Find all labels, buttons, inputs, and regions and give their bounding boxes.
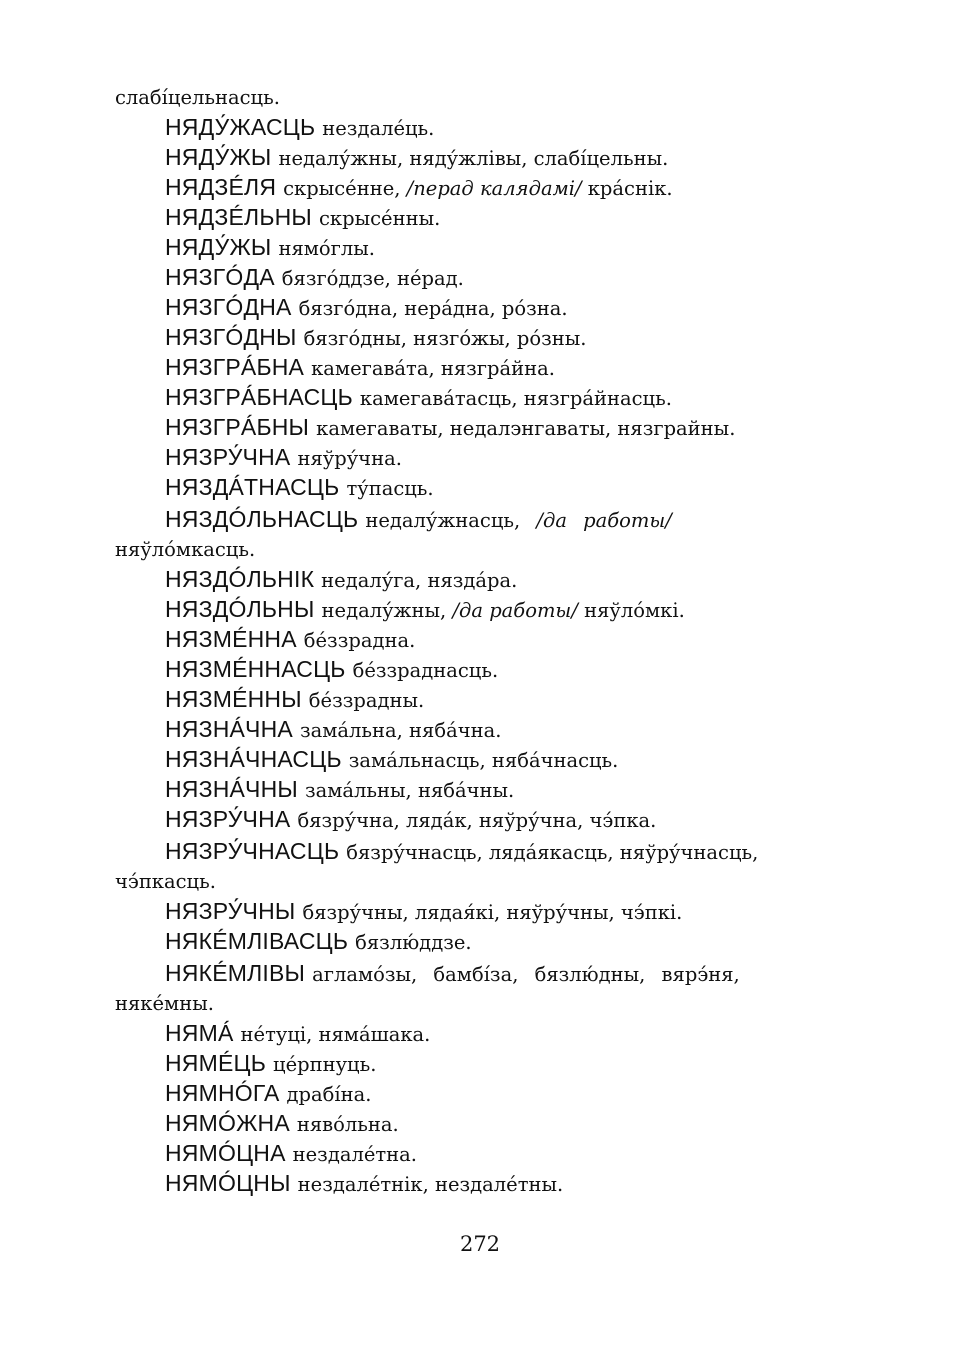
definition: камегавáта, нязгрáйна. xyxy=(311,357,555,380)
usage-note: /да работы/ xyxy=(536,509,672,532)
definition: нездалéтна. xyxy=(292,1143,417,1166)
definition: бязру́чна, лядáк, няўру́чна, чэ́пка. xyxy=(297,809,657,832)
headword: НЯЗНÁЧНЫ xyxy=(165,776,298,802)
dictionary-entry xyxy=(165,142,668,174)
dictionary-entry xyxy=(165,1108,399,1140)
dictionary-entry xyxy=(165,412,735,444)
dictionary-entry xyxy=(165,1078,371,1110)
headword: НЯЗГÓДНЫ xyxy=(165,324,297,350)
definition: драбíна. xyxy=(286,1083,372,1106)
headword: НЯМНÓГА xyxy=(165,1080,280,1106)
headword: НЯЗДÁТНАСЦЬ xyxy=(165,474,340,500)
dictionary-entry xyxy=(165,472,434,504)
headword: НЯМÁ xyxy=(165,1020,234,1046)
continuation-text: слабíцельнасць. xyxy=(115,86,280,109)
headword: НЯДУ́ЖЫ xyxy=(165,234,272,260)
dictionary-entry xyxy=(165,804,656,836)
dictionary-entry xyxy=(165,352,555,384)
definition: бязгóдна, нерáдна, рóзна. xyxy=(298,297,568,320)
headword: НЯМÓЖНА xyxy=(165,1110,290,1136)
definition: бязру́чны, лядая́кі, няўру́чны, чэ́пкі. xyxy=(302,901,683,924)
definition: бязлю́ддзе. xyxy=(355,931,472,954)
definition: бéззрадна. xyxy=(303,629,416,652)
definition: недалу́жны, няду́жлівы, слабíцельны. xyxy=(278,147,669,170)
headword: НЯЗРУ́ЧНЫ xyxy=(165,898,296,924)
headword: НЯЗРУ́ЧНАСЦЬ xyxy=(165,838,340,864)
dictionary-entry xyxy=(165,896,682,928)
usage-note: /перад калядамі/ xyxy=(406,177,582,200)
headword: НЯМÉЦЬ xyxy=(165,1050,267,1076)
definition: бязру́чнасць, лядáякасць, няўру́чнасць, xyxy=(346,841,759,864)
definition: агламóзы, бамбíза, бязлю́дны, вярэ́ня, xyxy=(312,963,740,986)
headword: НЯЗГÓДНА xyxy=(165,294,292,320)
definition: нявóльна. xyxy=(296,1113,399,1136)
headword: НЯЗРУ́ЧНА xyxy=(165,444,291,470)
headword: НЯЗДÓЛЬНЫ xyxy=(165,596,315,622)
definition: няўру́чна. xyxy=(297,447,402,470)
dictionary-entry xyxy=(165,442,402,474)
dictionary-entry xyxy=(165,1138,417,1170)
headword: НЯЗМÉННА xyxy=(165,626,297,652)
dictionary-entry xyxy=(165,292,568,324)
headword: НЯЗГРÁБНАСЦЬ xyxy=(165,384,353,410)
headword: НЯЗГРÁБНЫ xyxy=(165,414,310,440)
dictionary-entry xyxy=(165,654,498,686)
definition: замáльны, нябáчны. xyxy=(304,779,515,802)
definition: недалу́жнасць, /да работы/ xyxy=(365,509,672,532)
headword: НЯКÉМЛІВЫ xyxy=(165,960,306,986)
dictionary-entry xyxy=(165,112,434,144)
definition: камегаваты, недалэнгаваты, нязграйны. xyxy=(316,417,736,440)
definition: бéззрадны. xyxy=(308,689,425,712)
definition: недалу́га, няздáра. xyxy=(321,569,518,592)
headword: НЯМÓЦНА xyxy=(165,1140,286,1166)
definition: камегавáтасць, нязгрáйнасць. xyxy=(359,387,672,410)
page-number: 272 xyxy=(459,1232,501,1256)
headword: НЯДУ́ЖАСЦЬ xyxy=(165,114,316,140)
dictionary-entry xyxy=(165,202,440,234)
headword: НЯДЗÉЛЯ xyxy=(165,174,277,200)
headword: НЯЗНÁЧНА xyxy=(165,716,293,742)
dictionary-entry xyxy=(165,564,517,596)
headword: НЯЗГÓДА xyxy=(165,264,275,290)
headword: НЯЗДÓЛЬНІК xyxy=(165,566,315,592)
headword: НЯЗМÉННЫ xyxy=(165,686,302,712)
dictionary-entry xyxy=(165,958,740,990)
dictionary-entry xyxy=(165,684,424,716)
definition: нéтуці, нямáшака. xyxy=(240,1023,431,1046)
definition: нездалéць. xyxy=(322,117,435,140)
headword: НЯЗДÓЛЬНАСЦЬ xyxy=(165,506,359,532)
dictionary-entry xyxy=(165,172,673,204)
definition: бязгóддзе, нéрад. xyxy=(281,267,464,290)
definition: замáльнасць, нябáчнасць. xyxy=(348,749,619,772)
definition: скрысéнны. xyxy=(319,207,441,230)
dictionary-entry xyxy=(165,262,464,294)
definition: бéззраднасць. xyxy=(352,659,499,682)
dictionary-entry xyxy=(165,1168,563,1200)
wrapped-line: някéмны. xyxy=(115,992,214,1015)
definition: скрысéнне, /перад калядамі/ крáснік. xyxy=(283,177,673,200)
dictionary-entry xyxy=(165,1018,430,1050)
dictionary-entry xyxy=(165,836,758,868)
definition: нездалéтнік, нездалéтны. xyxy=(297,1173,564,1196)
usage-note: /да работы/ xyxy=(452,599,578,622)
definition: нямóглы. xyxy=(278,237,375,260)
headword: НЯЗНÁЧНАСЦЬ xyxy=(165,746,342,772)
wrapped-line: чэ́пкасць. xyxy=(115,870,216,893)
dictionary-entry xyxy=(165,714,501,746)
headword: НЯЗГРÁБНА xyxy=(165,354,305,380)
wrapped-line: няўлóмкасць. xyxy=(115,538,256,561)
headword: НЯДУ́ЖЫ xyxy=(165,144,272,170)
dictionary-entry xyxy=(165,744,618,776)
headword: НЯЗМÉННАСЦЬ xyxy=(165,656,346,682)
dictionary-entry xyxy=(165,926,472,958)
headword: НЯЗРУ́ЧНА xyxy=(165,806,291,832)
dictionary-entry xyxy=(165,322,586,354)
dictionary-entry xyxy=(165,382,672,414)
headword: НЯМÓЦНЫ xyxy=(165,1170,291,1196)
definition: ту́пасць. xyxy=(346,477,434,500)
definition: недалу́жны, /да работы/ няўлóмкі. xyxy=(321,599,685,622)
dictionary-entry xyxy=(165,504,672,536)
dictionary-entry xyxy=(165,1048,376,1080)
dictionary-entry xyxy=(165,624,415,656)
headword: НЯДЗÉЛЬНЫ xyxy=(165,204,312,230)
continuation-line xyxy=(115,82,280,113)
headword: НЯКÉМЛІВАСЦЬ xyxy=(165,928,349,954)
dictionary-entry xyxy=(165,774,514,806)
definition: бязгóдны, нязгóжы, рóзны. xyxy=(303,327,587,350)
definition: цéрпнуць. xyxy=(273,1053,377,1076)
dictionary-entry xyxy=(165,594,685,626)
definition: замáльна, нябáчна. xyxy=(299,719,502,742)
dictionary-entry xyxy=(165,232,375,264)
